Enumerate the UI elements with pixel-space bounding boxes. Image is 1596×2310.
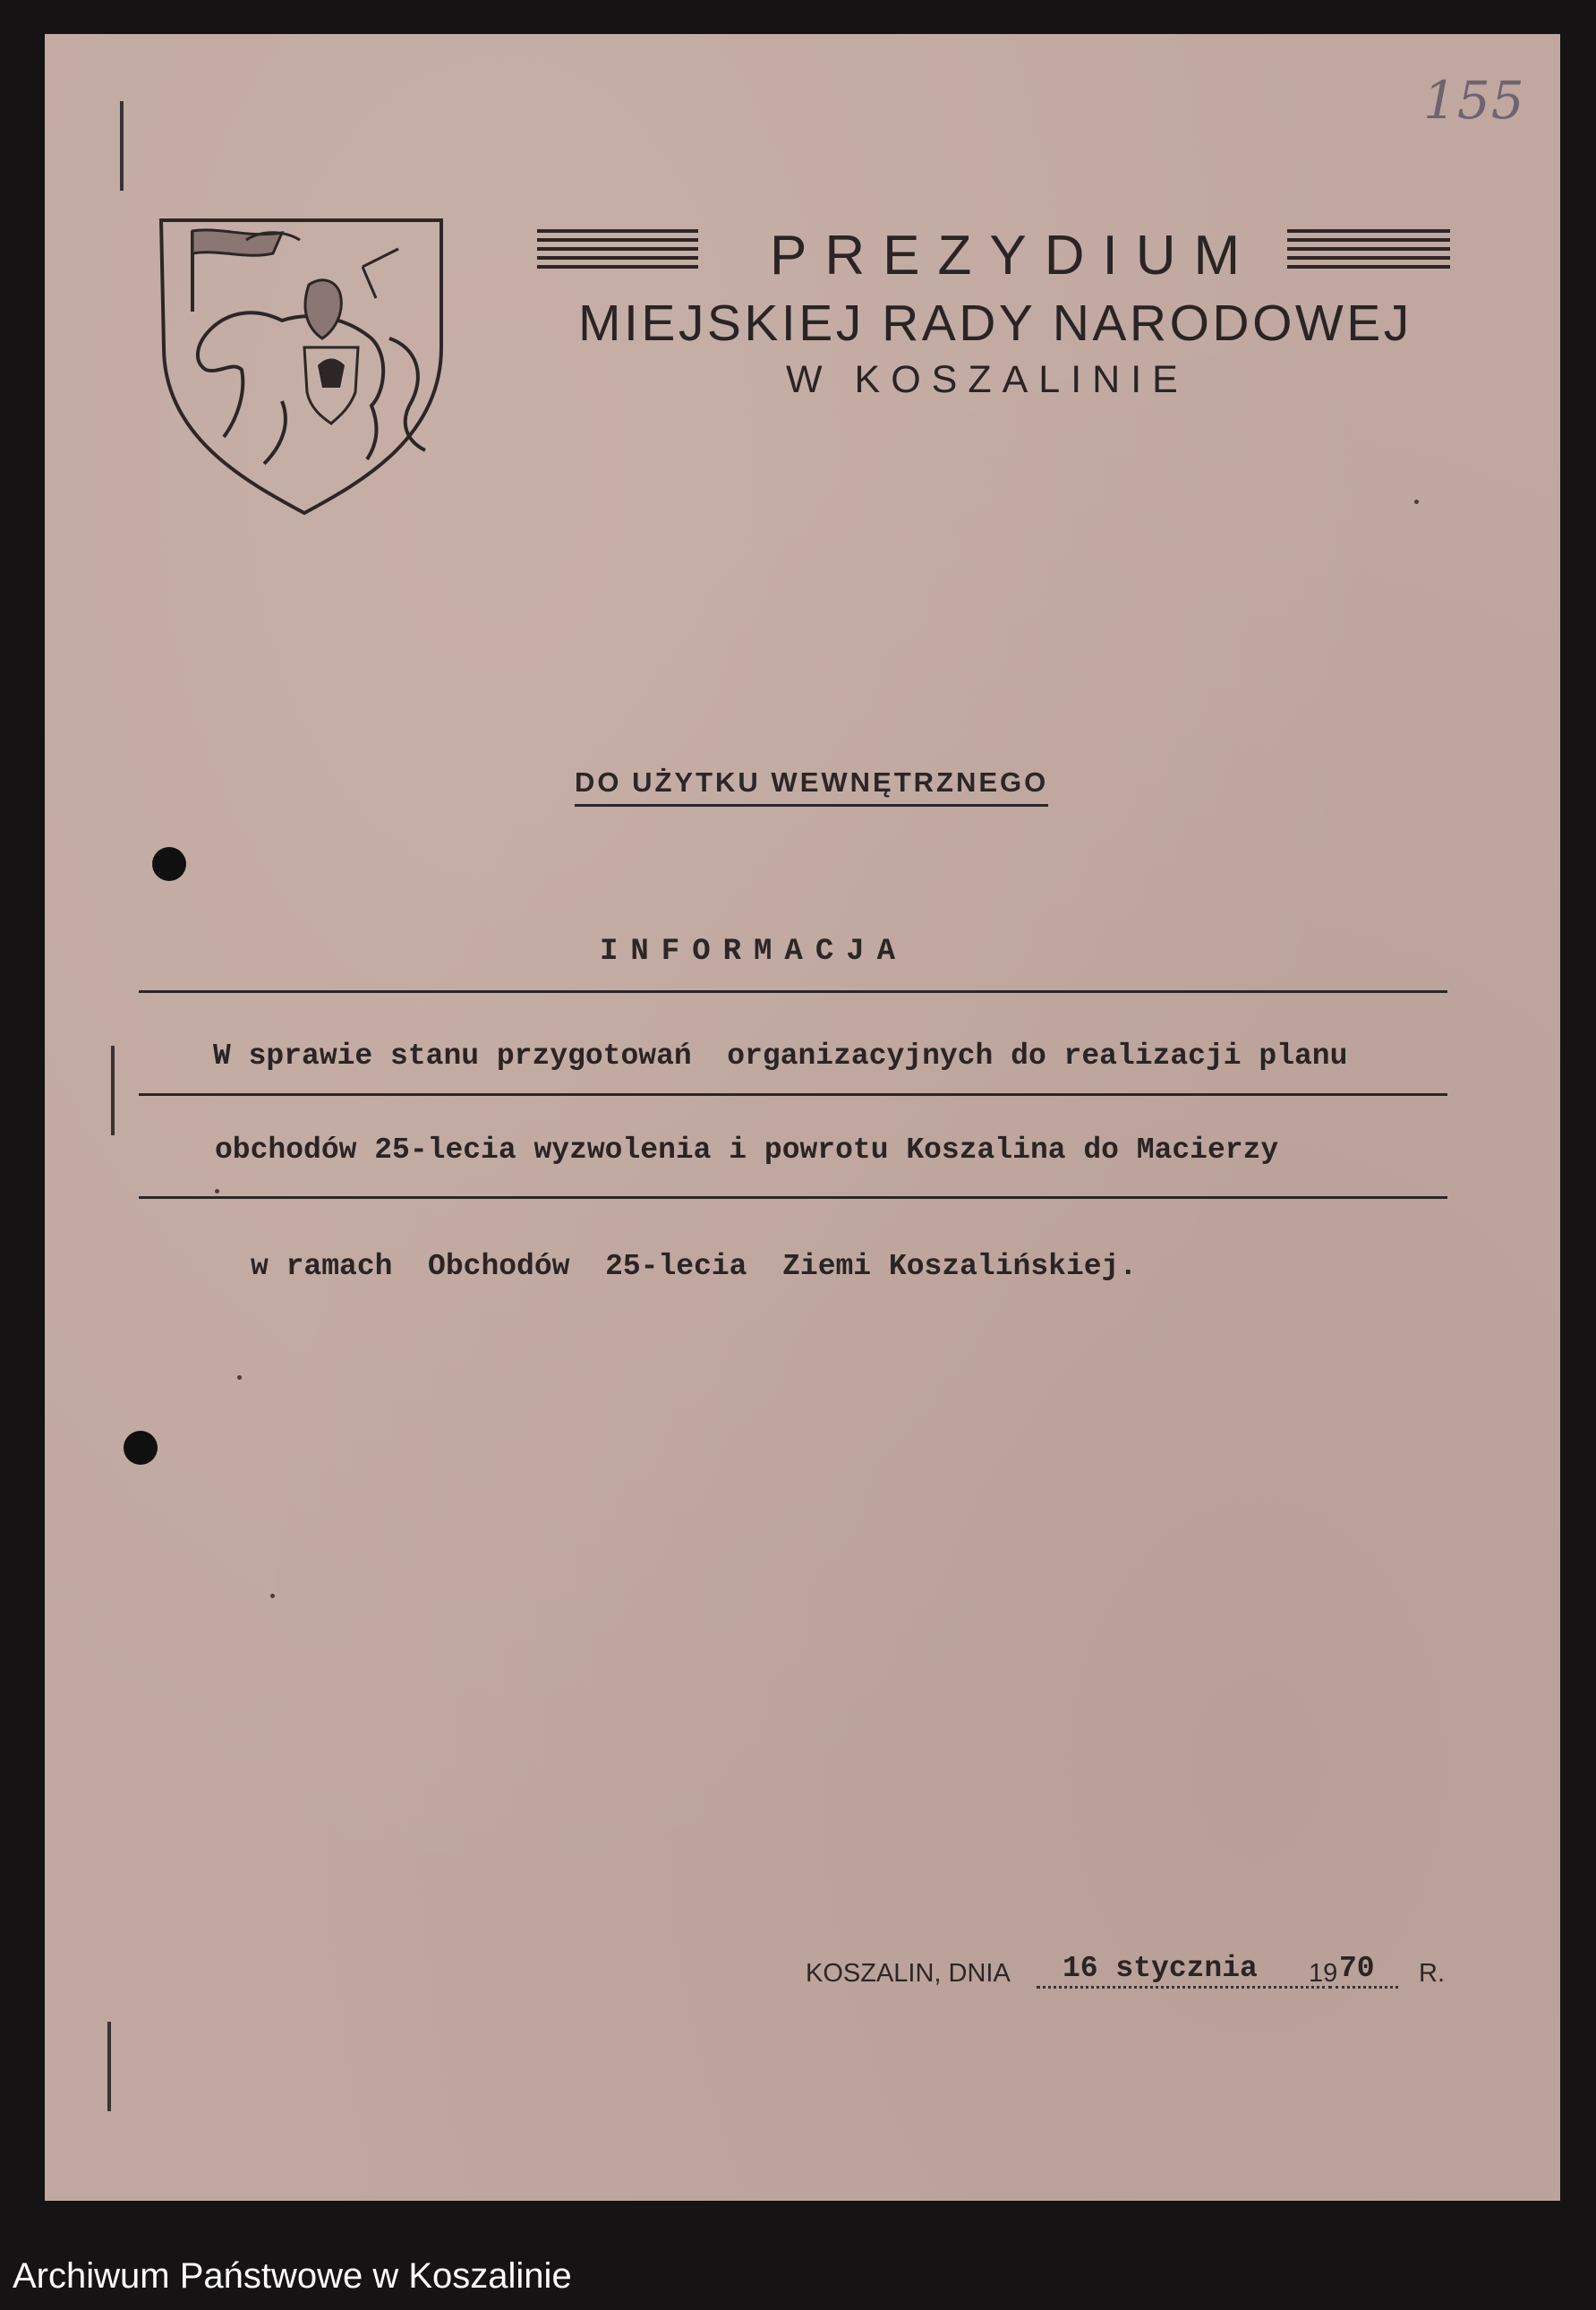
archive-caption: Archiwum Państwowe w Koszalinie bbox=[13, 2256, 572, 2296]
date-dotted-line bbox=[1037, 1986, 1332, 1989]
letterhead-council-name: MIEJSKIEJ RADY NARODOWEJ bbox=[578, 295, 1413, 352]
year-prefix: 19 bbox=[1309, 1959, 1338, 1988]
typed-year: 70 bbox=[1339, 1952, 1375, 1985]
document-page bbox=[45, 34, 1560, 2201]
document-heading: INFORMACJA bbox=[600, 935, 909, 969]
subject-line-1: W sprawie stanu przygotowań organizacyjnych do realizacji planu bbox=[213, 1040, 1348, 1073]
margin-mark bbox=[120, 101, 124, 191]
handwritten-page-number: 155 bbox=[1423, 70, 1525, 131]
letterhead-stripes-right bbox=[1287, 229, 1450, 279]
letterhead-stripes-left bbox=[537, 229, 698, 279]
divider-line bbox=[139, 1196, 1447, 1199]
typed-date: 16 stycznia bbox=[1063, 1952, 1258, 1985]
divider-line bbox=[139, 990, 1447, 993]
coat-of-arms-emblem bbox=[157, 213, 448, 518]
paper-speck bbox=[1414, 500, 1419, 504]
paper-speck bbox=[215, 1189, 219, 1194]
margin-mark bbox=[107, 2022, 111, 2111]
r-label: R. bbox=[1419, 1959, 1445, 1988]
subject-line-2: obchodów 25-lecia wyzwolenia i powrotu Koszalina do Macierzy bbox=[215, 1134, 1279, 1167]
punch-hole bbox=[152, 847, 186, 881]
letterhead-city: W KOSZALINIE bbox=[786, 358, 1189, 401]
punch-hole bbox=[124, 1431, 158, 1465]
document-subtitle: w ramach Obchodów 25-lecia Ziemi Koszalińskiej. bbox=[251, 1250, 1138, 1283]
letterhead-title: PREZYDIUM bbox=[770, 225, 1259, 287]
paper-speck bbox=[237, 1375, 242, 1380]
place-label: KOSZALIN, DNIA bbox=[806, 1959, 1011, 1988]
year-dotted-line bbox=[1336, 1986, 1398, 1989]
classification-label: DO UŻYTKU WEWNĘTRZNEGO bbox=[575, 766, 1048, 807]
margin-mark bbox=[111, 1046, 115, 1135]
divider-line bbox=[139, 1093, 1447, 1096]
paper-speck bbox=[270, 1594, 275, 1598]
